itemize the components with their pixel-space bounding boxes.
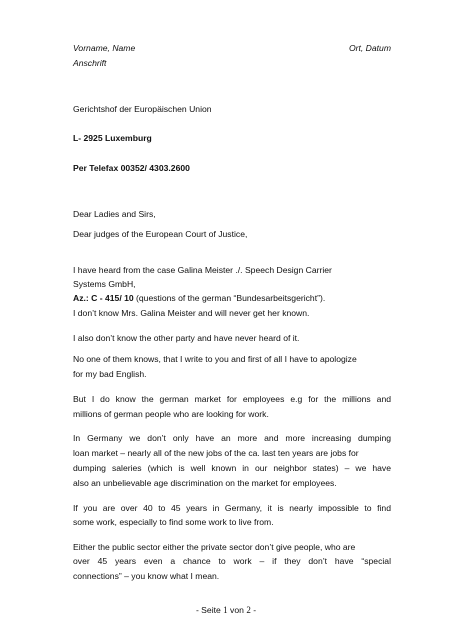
sender-address: Anschrift	[73, 58, 107, 68]
paragraph-5-line-3: dumping saleries (which is well known in our neighbor states) – we have	[73, 463, 391, 473]
paragraph-6-line-1: If you are over 40 to 45 years in Germany, it is nearly impossible to find	[73, 503, 391, 513]
paragraph-7-line-1: Either the public sector either the private sector don’t give people, who are	[73, 542, 356, 552]
paragraph-5-line-4: also an unbelievable age discrimination on the market for employees.	[73, 478, 337, 488]
paragraph-5-line-2: loan market – nearly all of the new jobs of the ca. last ten years are jobs for	[73, 448, 359, 458]
recipient-city: L- 2925 Luxemburg	[73, 133, 152, 143]
paragraph-7-line-2: over 45 years even a chance to work – if they don’t have “special	[73, 556, 391, 566]
paragraph-1-line-2: Systems GmbH,	[73, 279, 136, 289]
salutation-line-1: Dear Ladies and Sirs,	[73, 209, 156, 219]
page-footer	[0, 605, 452, 616]
recipient-fax: Per Telefax 00352/ 4303.2600	[73, 163, 190, 173]
paragraph-6-line-2: some work, especially to find some work to live from.	[73, 517, 274, 527]
recipient-court: Gerichtshof der Europäischen Union	[73, 104, 212, 114]
salutation-line-2: Dear judges of the European Court of Justice,	[73, 229, 248, 239]
paragraph-1-line-4: I don’t know Mrs. Galina Meister and will never get her known.	[73, 308, 310, 318]
case-reference-line	[73, 293, 391, 304]
paragraph-4-line-1: But I do know the german market for employees e.g for the millions and	[73, 394, 391, 404]
paragraph-5-line-1: In Germany we don’t only have an more and more increasing dumping	[73, 433, 391, 443]
sender-name: Vorname, Name	[73, 43, 136, 53]
footer-page-total: 2	[246, 605, 251, 615]
footer-suffix: -	[250, 605, 257, 615]
paragraph-1-line-1: I have heard from the case Galina Meister ./. Speech Design Carrier	[73, 265, 332, 275]
place-date: Ort, Datum	[348, 43, 391, 53]
paragraph-3-line-2: for my bad English.	[73, 369, 147, 379]
paragraph-2: I also don’t know the other party and have never heard of it.	[73, 333, 300, 343]
footer-prefix: - Seite	[195, 605, 224, 615]
footer-page-number: 1	[223, 605, 228, 615]
case-reference: Az.: C - 415/ 10	[73, 293, 134, 303]
paragraph-3-line-1: No one of them knows, that I write to you and first of all I have to apologize	[73, 354, 357, 364]
footer-middle: von	[227, 605, 247, 615]
paragraph-4-line-2: millions of german people who are looking for work.	[73, 409, 269, 419]
paragraph-7-line-3: connections” – you know what I mean.	[73, 571, 220, 581]
case-reference-note: (questions of the german “Bundesarbeitsgericht”).	[133, 293, 326, 303]
